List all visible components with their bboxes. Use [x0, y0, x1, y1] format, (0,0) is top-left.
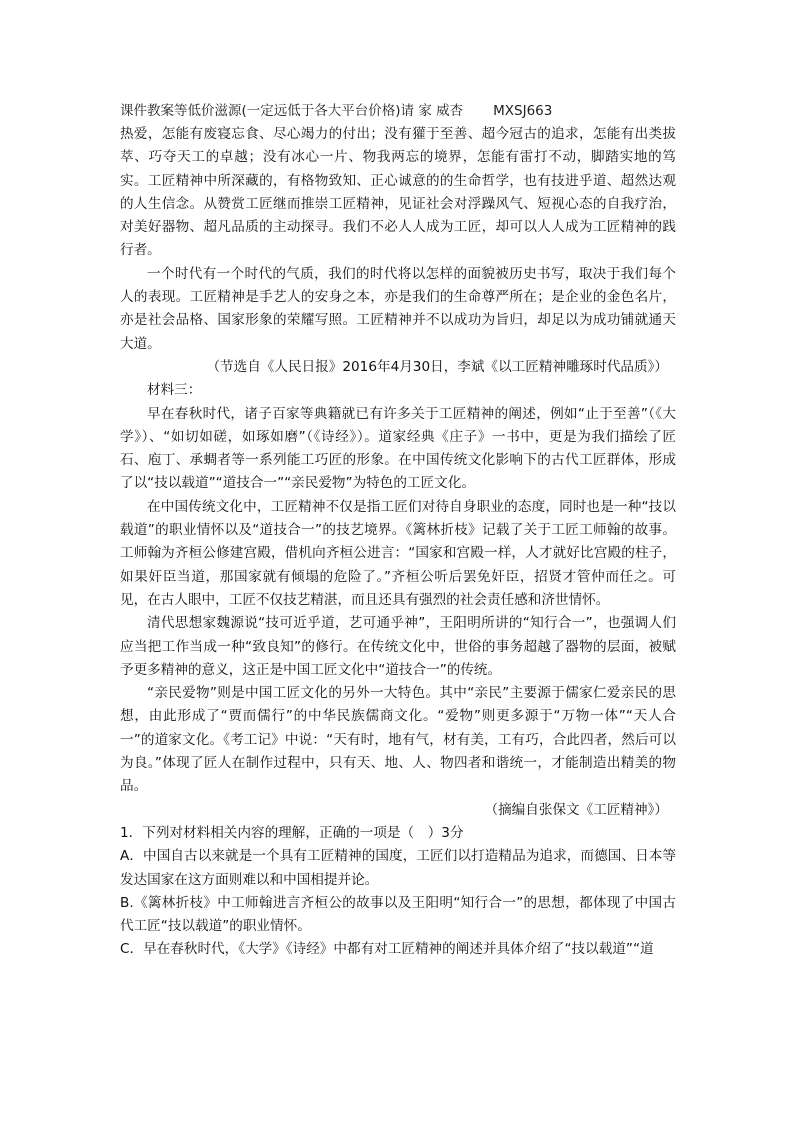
paragraph-traditional-culture: 在中国传统文化中，工匠精神不仅是指工匠们对待自身职业的态度，同时也是一种“技以载道”的职业情怀以及“道技合一”的技艺境界。《篱林折枝》记载了关于工匠工师翰的故事。工师翰为齐桓公修建宫殿，借机向齐桓公进言：“国家和宫殿一样，人才就好比宫殿的柱子，如果奸臣当道，那国家就有倾塌的危险了。”齐桓公听后罢免奸臣，招贤才管仲而任之。可见，在古人眼中，工匠不仅技艺精湛，而且还具有强烈的社会责任感和济世情怀。 [120, 498, 676, 608]
paragraph-wei-yuan: 清代思想家魏源说“技可近乎道，艺可通乎神”，王阳明所讲的“知行合一”，也强调人们应当把工作当成一种“致良知”的修行。在传统文化中，世俗的事务超越了器物的层面，被赋予更多精神的意义，这正是中国工匠文化中“道技合一”的传统。 [120, 615, 676, 678]
option-b: B.《篱林折枝》中工师翰进言齐桓公的故事以及王阳明“知行合一”的思想，都体现了中国古代工匠“技以载道”的职业情怀。 [120, 894, 676, 935]
question-stem: 1．下列对材料相关内容的理解，正确的一项是（ ）3分 [120, 824, 464, 841]
paragraph-spring-autumn: 早在春秋时代，诸子百家等典籍就已有许多关于工匠精神的阐述，例如“止于至善”（《大学》）、“如切如磋，如琢如磨”（《诗经》）。道家经典《庄子》一书中，更是为我们描绘了匠石、庖丁、承蜩者等一系列能工巧匠的形象。在中国传统文化影响下的古代工匠群体，形成了以“技以载道”“道技合一”“亲民爱物”为特色的工匠文化。 [120, 405, 676, 492]
option-c: C．早在春秋时代，《大学》《诗经》中都有对工匠精神的阐述并具体介绍了“技以载道”“道 [120, 941, 654, 958]
header-code: MXSJ663 [493, 103, 553, 119]
option-a: A．中国自古以来就是一个具有工匠精神的国度，工匠们以打造精品为追求，而德国、日本等发达国家在这方面则难以和中国相提并论。 [120, 848, 676, 888]
paragraph-era-temperament: 一个时代有一个时代的气质，我们的时代将以怎样的面貌被历史书写，取决于我们每个人的表现。工匠精神是手艺人的安身之本，亦是我们的生命尊严所在；是企业的金色名片，亦是社会品格、国家形象的荣耀写照。工匠精神并不以成功为旨归，却足以为成功铺就通天大道。 [120, 265, 676, 352]
page-header [120, 101, 552, 121]
material-three-label: 材料三： [147, 382, 202, 399]
document-body [120, 123, 676, 962]
paragraph-qinmin-aiwu: “亲民爱物”则是中国工匠文化的另外一大特色。其中“亲民”主要源于儒家仁爱亲民的思想，由此形成了“贾而儒行”的中华民族儒商文化。“爱物”则更多源于“万物一体”“天人合一”的道家文化。《考工记》中说：“天有时，地有气，材有美，工有巧，合此四者，然后可以为良。”体现了匠人在制作过程中，只有天、地、人、物四者和谐统一，才能制造出精美的物品。 [120, 685, 676, 795]
source-citation: （节选自《人民日报》2016年4月30日，李斌《以工匠精神雕琢时代品质》） [206, 358, 668, 375]
paragraph-continuation: 热爱，怎能有废寝忘食、尽心竭力的付出；没有獾于至善、超今冠古的追求，怎能有出类拔萃、巧夺天工的卓越；没有冰心一片、物我两忘的境界，怎能有雷打不动，脚踏实地的笃实。工匠精神中所深藏的，有格物致知、正心诚意的的生命哲学，也有技进乎道、超然达观的人生信念。从赞赏工匠继而推崇工匠精神，见证社会对浮躁风气、短视心态的自我疗治，对美好器物、超凡品质的主动探寻。我们不必人人成为工匠，却可以人人成为工匠精神的践行者。 [120, 126, 676, 259]
header-text: 课件教案等低价滋源(一定远低于各大平台价格)请 家 威杏 [120, 103, 464, 119]
source-citation: （摘编自张保文《工匠精神》） [484, 801, 668, 818]
